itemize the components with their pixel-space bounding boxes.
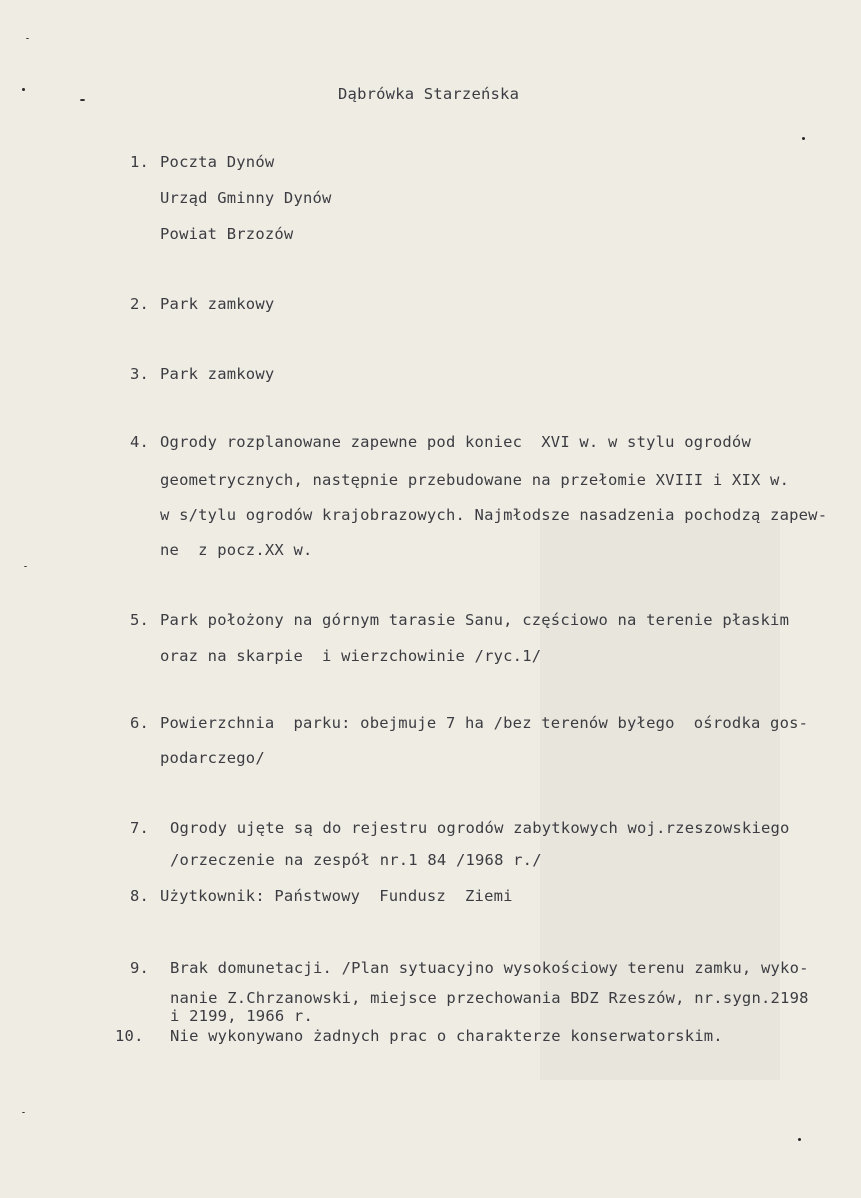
document-title: Dąbrówka Starzeńska [338, 85, 520, 103]
item-line: Park zamkowy [160, 295, 275, 313]
item-line: Poczta Dynów [160, 153, 275, 171]
item-number: 9. [130, 959, 150, 977]
paper-speck [24, 566, 27, 567]
item-line: Brak domunetacji. /Plan sytuacyjno wysokościowy terenu zamku, wyko- [170, 959, 809, 977]
item-number: 2. [130, 295, 150, 313]
item-line: Użytkownik: Państwowy Fundusz Ziemi [160, 887, 513, 905]
item-number: 1. [130, 153, 150, 171]
item-line: Nie wykonywano żadnych prac o charakterze konserwatorskim. [170, 1027, 723, 1045]
item-line: w s/tylu ogrodów krajobrazowych. Najmłodsze nasadzenia pochodzą zapew- [160, 506, 828, 524]
item-line: /orzeczenie na zespół nr.1 84 /1968 r./ [170, 851, 542, 869]
item-line: geometrycznych, następnie przebudowane na przełomie XVIII i XIX w. [160, 471, 790, 489]
item-line: Ogrody rozplanowane zapewne pod koniec XVI w. w stylu ogrodów [160, 433, 751, 451]
item-number: 8. [130, 887, 150, 905]
item-number: 10. [115, 1027, 144, 1045]
item-line: nanie Z.Chrzanowski, miejsce przechowania BDZ Rzeszów, nr.sygn.2198 [170, 989, 809, 1007]
paper-speck [802, 137, 805, 140]
paper-speck [26, 38, 29, 39]
paper-speck [22, 1112, 25, 1113]
item-number: 3. [130, 365, 150, 383]
paper-speck [798, 1138, 801, 1141]
item-line: Powiat Brzozów [160, 225, 294, 243]
paper-speck [80, 99, 85, 101]
item-line: i 2199, 1966 r. [170, 1007, 313, 1025]
item-number: 5. [130, 611, 150, 629]
item-line: Powierzchnia parku: obejmuje 7 ha /bez terenów byłego ośrodka gos- [160, 714, 809, 732]
item-line: ne z pocz.XX w. [160, 541, 313, 559]
item-line: Urząd Gminny Dynów [160, 189, 332, 207]
item-line: Park położony na górnym tarasie Sanu, częściowo na terenie płaskim [160, 611, 790, 629]
item-line: oraz na skarpie i wierzchowinie /ryc.1/ [160, 647, 542, 665]
item-line: podarczego/ [160, 749, 265, 767]
paper-speck [22, 88, 25, 91]
item-number: 6. [130, 714, 150, 732]
item-line: Ogrody ujęte są do rejestru ogrodów zabytkowych woj.rzeszowskiego [170, 819, 790, 837]
item-line: Park zamkowy [160, 365, 275, 383]
item-number: 4. [130, 433, 150, 451]
item-number: 7. [130, 819, 150, 837]
